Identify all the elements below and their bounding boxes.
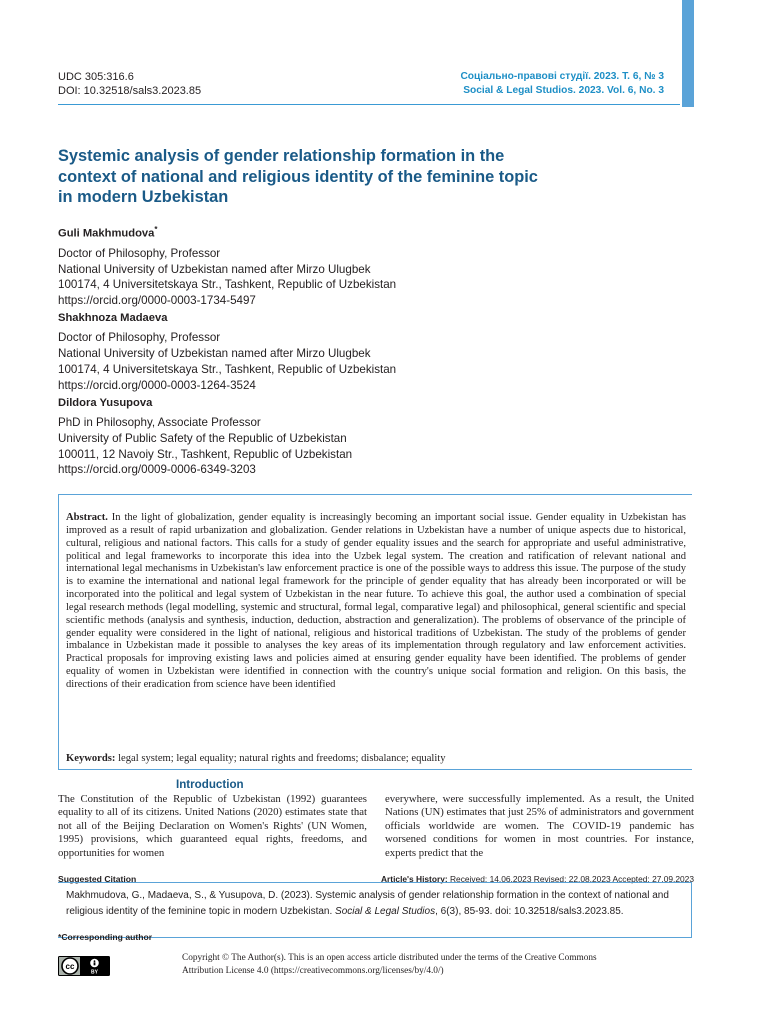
svg-text:cc: cc <box>65 961 75 971</box>
article-identifiers <box>58 70 201 98</box>
author-affiliation: University of Public Safety of the Republic of Uzbekistan <box>58 431 347 445</box>
author-name: Shakhnoza Madaeva <box>58 312 168 325</box>
author-address: 100174, 4 Universitetskaya Str., Tashkent, Republic of Uzbekistan <box>58 278 397 292</box>
journal-title-en: Social & Legal Studios. 2023. Vol. 6, No. 3 <box>463 85 664 96</box>
author-name: Guli Makhmudova* <box>58 225 158 240</box>
article-history-dates: Received: 14.06.2023 Revised: 22.08.2023 Accepted: 27.09.2023 <box>450 874 694 884</box>
citation-journal: Social & Legal Studios <box>335 905 436 917</box>
introduction-column-right: everywhere, were successfully implemented. As a result, the United Nations (UN) estimates that just 25% of administrators and government officials worldwide are women. The COVID-19 pandemic has worsened conditions for women in most countries. For instance, experts predict that the <box>385 793 694 859</box>
author-list <box>58 222 558 478</box>
article-history-label: Article's History: <box>380 874 448 884</box>
header-divider <box>58 104 680 105</box>
author-affiliation: National University of Uzbekistan named after Mirzo Ulugbek <box>58 262 371 276</box>
author-degree: Doctor of Philosophy, Professor <box>58 331 221 345</box>
cc-by-license-logo[interactable] <box>58 956 110 976</box>
author-orcid-link[interactable]: https://orcid.org/0000-0003-1734-5497 <box>58 294 256 308</box>
author-entry <box>58 311 558 394</box>
author-orcid-link[interactable]: https://orcid.org/0009-0006-6349-3203 <box>58 463 256 477</box>
author-name: Dildora Yusupova <box>58 396 153 409</box>
author-degree: Doctor of Philosophy, Professor <box>58 246 221 260</box>
keywords <box>66 752 686 765</box>
citation-main: Makhmudova, G., Madaeva, S., & Yusupova, D. (2023). Systemic analysis of gender relationship formation in the context of national and religious identity of the feminine topic in modern Uzbekistan. <box>66 890 669 917</box>
journal-reference <box>460 70 664 98</box>
journal-side-tab <box>682 0 694 107</box>
doi[interactable]: DOI: 10.32518/sals3.2023.85 <box>58 85 202 97</box>
udc-code: UDC 305:316.6 <box>58 71 134 83</box>
citation-tail: , 6(3), 85-93. doi: 10.32518/sals3.2023.85. <box>435 905 624 917</box>
abstract <box>66 512 686 692</box>
author-address: 100174, 4 Universitetskaya Str., Tashkent, Republic of Uzbekistan <box>58 362 397 376</box>
author-entry <box>58 396 558 479</box>
introduction-column-left: The Constitution of the Republic of Uzbekistan (1992) guarantees equality to all of its citizens. United Nations (2020) estimates state that not all of the Beijing Declaration on Women's Rights' (UN Women, 1995) provisions, which guaranteed equal rights, freedoms, and opportunities for women <box>58 793 367 859</box>
keywords-label: Keywords: <box>66 753 116 764</box>
svg-text:BY: BY <box>91 969 98 976</box>
keywords-list: legal system; legal equality; natural rights and freedoms; disbalance; equality <box>118 753 446 764</box>
suggested-citation-label: Suggested Citation <box>58 874 137 884</box>
suggested-citation <box>66 888 686 920</box>
author-affiliation: National University of Uzbekistan named after Mirzo Ulugbek <box>58 347 371 361</box>
author-address: 100011, 12 Navoiy Str., Tashkent, Republic of Uzbekistan <box>58 447 353 461</box>
abstract-label: Abstract. <box>66 512 108 523</box>
journal-title-ua: Соціально-правові студії. 2023. Т. 6, № 3 <box>460 71 664 82</box>
author-degree: PhD in Philosophy, Associate Professor <box>58 415 261 429</box>
abstract-body: In the light of globalization, gender equality is increasingly becoming an important social issue. Gender equality in Uzbekistan has improved as a result of rapid urbanization and globalization. Gender relations in Uzbekistan have a number of unique aspects due to historical, cultural, religious and national factors. This calls for a study of gender equality issues and the search for appropriate and useful administrative, political and legal frameworks to incorporate this idea into the Uzbek legal system. The creation and ratification of relevant national and international legal mechanisms in Uzbekistan's law enforcement practice is one of the possible ways to address this issue. The purpose of the study is to examine the international and national legal framework for the principle of gender equality that has already been incorporated or will be incorporated into the political and legal system of Uzbekistan in the near future. To achieve this goal, the author used a combination of special legal research methods (legal modelling, systemic and structural, formal legal, comparative legal) and philosophical, general scientific and special scientific methods (analysis and synthesis, induction, deduction, abstraction and generalization). The problems of observance of the principle of gender equality were considered in the light of national, religious and historical traditions of Uzbekistan. The study of the problems of gender imbalance in Uzbekistan made it possible to analyses the key areas of its implementation through regulatory and law enforcement activities. Practical proposals for improving existing laws and policies aimed at ensuring gender equality have been identified. The problems of gender equality of women in Uzbekistan were identified in connection with the country's unique social formation and religion. On this basis, the directions of their eradication from science have been identified <box>66 512 687 690</box>
corresponding-author-note: *Corresponding author <box>58 932 153 942</box>
introduction-heading: Introduction <box>176 778 244 791</box>
author-orcid-link[interactable]: https://orcid.org/0000-0003-1264-3524 <box>58 378 256 392</box>
author-entry <box>58 222 558 309</box>
article-title: Systemic analysis of gender relationship formation in the context of national and religious identity of the feminine topic in modern Uzbekistan <box>58 147 538 206</box>
copyright-notice: Copyright © The Author(s). This is an open access article distributed under the terms of the Creative Commons Attribution License 4.0 (https://creativecommons.org/licenses/by/4.0/) <box>182 953 597 976</box>
